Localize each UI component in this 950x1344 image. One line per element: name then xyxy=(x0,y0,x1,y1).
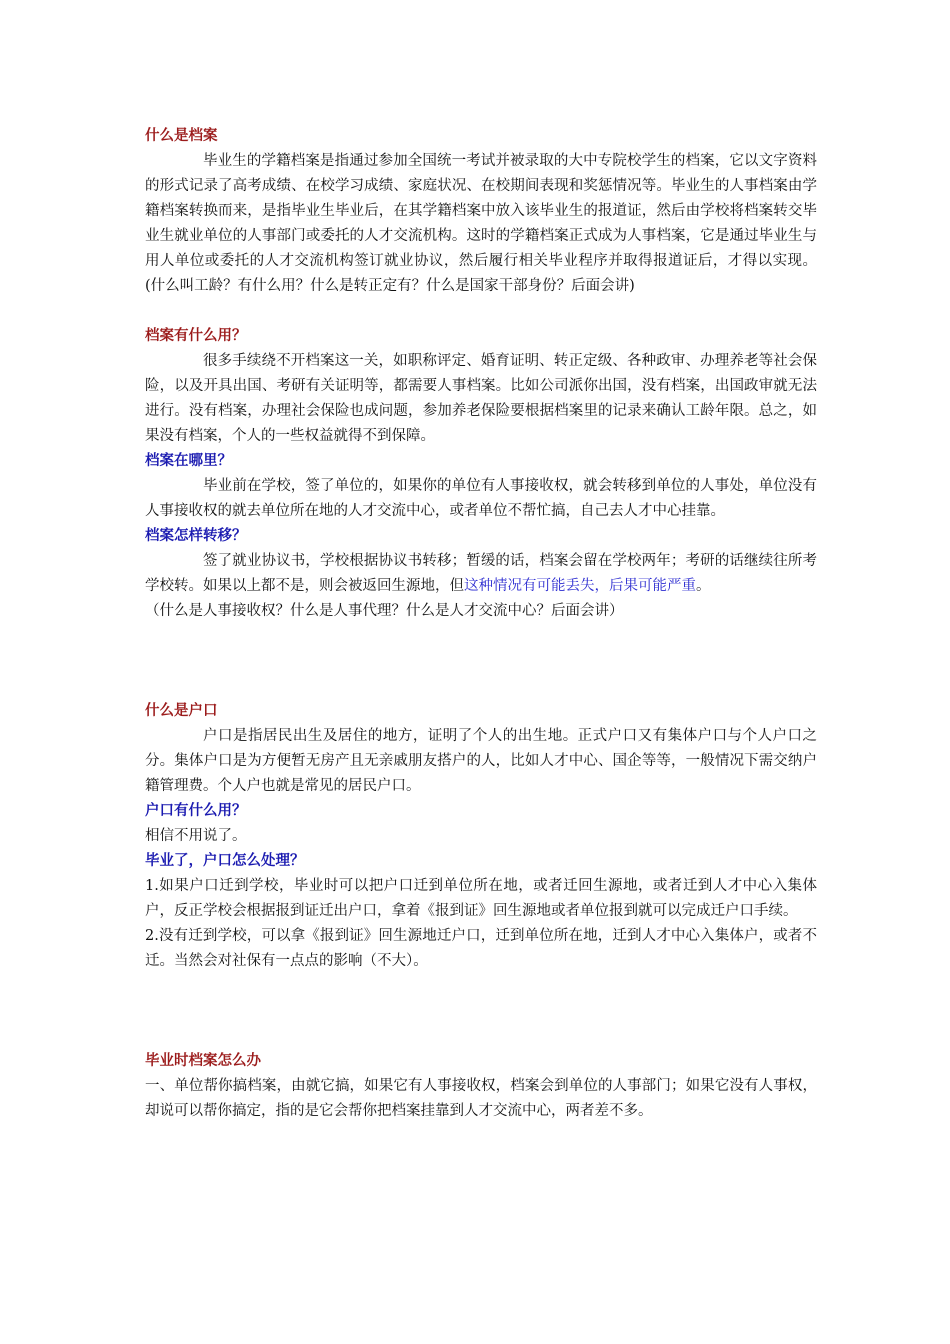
paragraph-graduation-file: 一、单位帮你搞档案，由就它搞，如果它有人事接收权，档案会到单位的人事部门；如果它没有人事权，却说可以帮你搞定，指的是它会帮你把档案挂靠到人才交流中心，两者差不多。 xyxy=(145,1078,817,1119)
paragraph-hukou-use: 相信不用说了。 xyxy=(145,828,247,844)
heading-what-is-file: 什么是档案 xyxy=(145,128,218,144)
spacer xyxy=(145,974,817,1049)
note-file-transfer: （什么是人事接收权？什么是人事代理？什么是人才交流中心？后面会讲） xyxy=(145,603,624,619)
heading-hukou-use: 户口有什么用？ xyxy=(145,803,247,819)
paragraph-file-transfer xyxy=(145,549,817,599)
list-item-hukou-1: 1.如果户口迁到学校，毕业时可以把户口迁到单位所在地，或者迁回生源地，或者迁到人才中心入集体户，反正学校会根据报到证迁出户口，拿着《报到证》回生源地或者单位报到就可以完成迁户口手续。 xyxy=(145,878,817,919)
paragraph-file-where: 毕业前在学校，签了单位的，如果你的单位有人事接收权，就会转移到单位的人事处，单位没有人事接收权的就去单位所在地的人才交流中心，或者单位不帮忙搞，自己去人才中心挂靠。 xyxy=(145,478,817,519)
heading-file-transfer: 档案怎样转移？ xyxy=(145,528,247,544)
heading-graduation-file: 毕业时档案怎么办 xyxy=(145,1053,261,1069)
heading-file-where: 档案在哪里？ xyxy=(145,453,232,469)
paragraph-file-use: 很多手续绕不开档案这一关，如职称评定、婚育证明、转正定级、各种政审、办理养老等社会保险，以及开具出国、考研有关证明等，都需要人事档案。比如公司派你出国，没有档案，出国政审就无法进行。没有档案，办理社会保险也成问题，参加养老保险要根据档案里的记录来确认工龄年限。总之，如果没有档案，个人的一些权益就得不到保障。 xyxy=(145,353,817,444)
spacer xyxy=(145,624,817,699)
heading-what-is-hukou: 什么是户口 xyxy=(145,703,218,719)
document-page xyxy=(145,124,817,1124)
loss-warning-text: 这种情况有可能丢失，后果可能严重 xyxy=(464,578,696,594)
spacer xyxy=(145,299,817,324)
heading-file-use: 档案有什么用？ xyxy=(145,328,247,344)
list-item-hukou-2: 2.没有迁到学校，可以拿《报到证》回生源地迁户口，迁到单位所在地，迁到人才中心入集体户，或者不迁。当然会对社保有一点点的影响（不大）。 xyxy=(145,928,817,969)
heading-hukou-handle: 毕业了，户口怎么处理？ xyxy=(145,853,305,869)
file-transfer-text: 签了就业协议书，学校根据协议书转移；暂缓的话，档案会留在学校两年；考研的话继续往所考学校转。如果以上都不是，则会被返回生源地，但 xyxy=(145,553,817,594)
paragraph-what-is-file: 毕业生的学籍档案是指通过参加全国统一考试并被录取的大中专院校学生的档案，它以文字资料的形式记录了高考成绩、在校学习成绩、家庭状况、在校期间表现和奖惩情况等。毕业生的人事档案由学籍档案转换而来，是指毕业生毕业后，在其学籍档案中放入该毕业生的报道证，然后由学校将档案转交毕业生就业单位的人事部门或委托的人才交流机构。这时的学籍档案正式成为人事档案，它是通过毕业生与用人单位或委托的人才交流机构签订就业协议，然后履行相关毕业程序并取得报道证后，才得以实现。(什么叫工龄？有什么用？什么是转正定有？什么是国家干部身份？后面会讲) xyxy=(145,153,817,294)
paragraph-what-is-hukou: 户口是指居民出生及居住的地方，证明了个人的出生地。正式户口又有集体户口与个人户口之分。集体户口是为方便暂无房产且无亲戚朋友搭户的人，比如人才中心、国企等等，一般情况下需交纳户籍管理费。个人户也就是常见的居民户口。 xyxy=(145,728,817,794)
file-transfer-end: 。 xyxy=(696,578,711,594)
